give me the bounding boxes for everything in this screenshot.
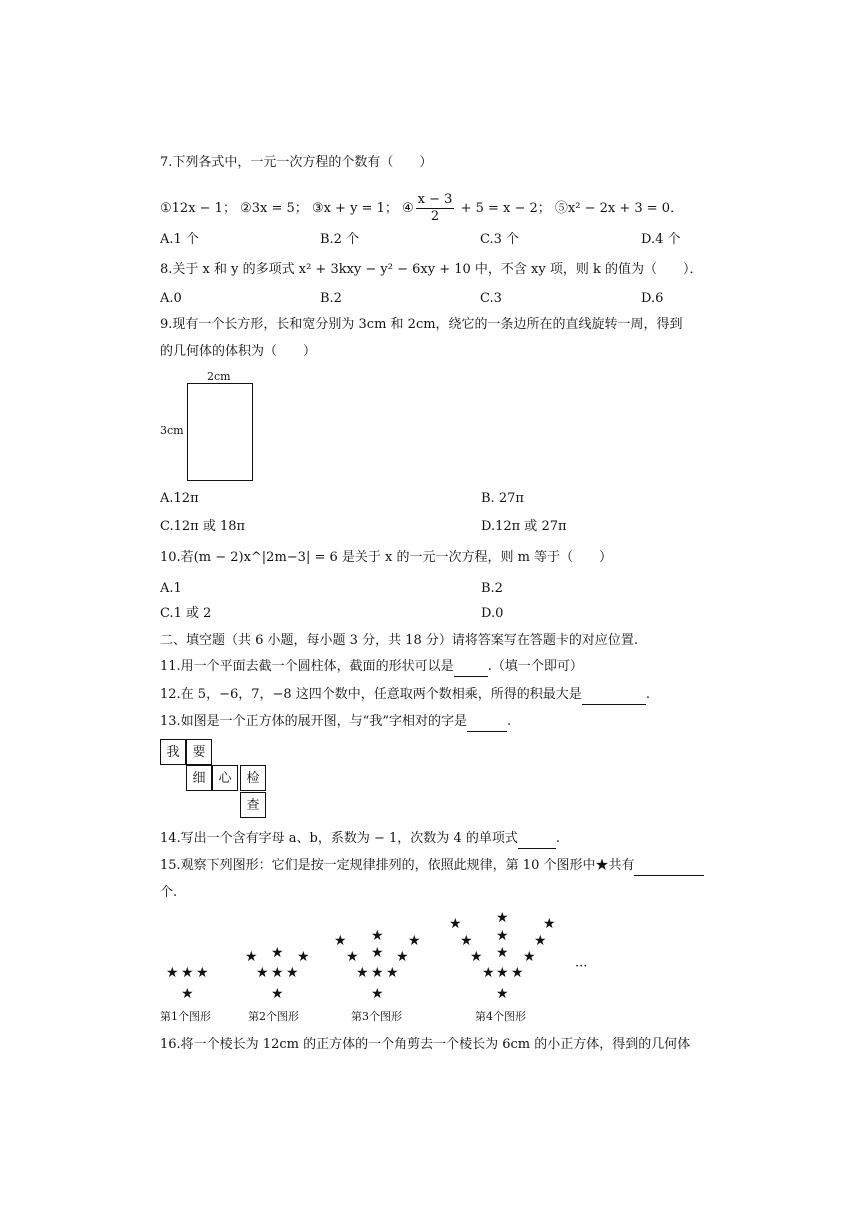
q8-option-a: A.0 — [160, 291, 182, 306]
q7-eq4-denominator: 2 — [430, 209, 440, 224]
star-icon: ★ — [256, 965, 269, 981]
star-icon: ★ — [523, 949, 536, 965]
q12-tail: . — [645, 687, 650, 702]
star-icon: ★ — [334, 933, 347, 949]
star-icon: ★ — [460, 933, 473, 949]
q8-option-c: C.3 — [480, 291, 502, 306]
star-icon: ★ — [271, 945, 284, 961]
section-heading: 二、填空题（共 6 小题，每小题 3 分，共 18 分）请将答案写在答题卡的对应位置. — [160, 633, 639, 648]
star-icon: ★ — [408, 933, 421, 949]
star-icon: ★ — [181, 986, 194, 1002]
q8-option-b: B.2 — [320, 291, 342, 306]
star-icon: ★ — [543, 916, 556, 932]
q7-eq1: ①12x − 1； — [160, 201, 236, 216]
star-icon: ★ — [371, 928, 384, 944]
q10-option-c: C.1 或 2 — [160, 606, 212, 621]
q15-line1 — [160, 857, 704, 876]
star-icon: ★ — [286, 965, 299, 981]
q13-stem: 13.如图是一个正方体的展开图，与“我”字相对的字是 — [160, 714, 467, 729]
q14-answer-blank — [518, 830, 556, 849]
q11-tail: .（填一个即可） — [487, 659, 583, 674]
q15-line2: 个. — [160, 885, 178, 900]
q11-line — [160, 658, 583, 677]
q10-option-b: B.2 — [481, 581, 503, 596]
q10-option-d: D.0 — [481, 606, 504, 621]
q7-eq5: ⑤x² − 2x + 3 = 0． — [554, 201, 684, 216]
star-icon: ★ — [371, 965, 384, 981]
q13-line — [160, 713, 511, 732]
q7-option-c: C.3 个 — [480, 232, 520, 247]
q12-answer-blank — [582, 686, 646, 705]
star-icon: ★ — [496, 945, 509, 961]
q11-answer-blank — [454, 658, 488, 677]
star-icon: ★ — [371, 945, 384, 961]
rectangle-figure — [187, 383, 253, 481]
cube-face-wo: 我 — [160, 739, 186, 765]
star-icon: ★ — [371, 986, 384, 1002]
star-icon: ★ — [496, 965, 509, 981]
q7-option-b: B.2 个 — [320, 232, 360, 247]
q13-answer-blank — [467, 713, 507, 732]
star-icon: ★ — [396, 949, 409, 965]
pattern-label-4: 第4个图形 — [475, 1010, 526, 1023]
pattern-label-3: 第3个图形 — [351, 1010, 402, 1023]
q12-stem: 12.在 5，−6，7，−8 这四个数中，任意取两个数相乘，所得的积最大是 — [160, 687, 582, 702]
q9-line2: 的几何体的体积为（ ） — [160, 344, 317, 359]
q7-eq4-fraction — [416, 192, 455, 225]
q9-option-d: D.12π 或 27π — [481, 519, 567, 534]
q9-width-label: 2cm — [207, 370, 231, 383]
star-icon: ★ — [386, 965, 399, 981]
q11-stem: 11.用一个平面去截一个圆柱体，截面的形状可以是 — [160, 659, 454, 674]
q14-tail: . — [555, 831, 560, 846]
q14-stem: 14.写出一个含有字母 a、b，系数为 − 1，次数为 4 的单项式 — [160, 831, 518, 846]
q13-tail: . — [506, 714, 512, 729]
q9-option-a: A.12π — [160, 491, 199, 506]
q7-stem: 7.下列各式中，一元一次方程的个数有（ ） — [160, 155, 433, 170]
star-icon: ★ — [271, 986, 284, 1002]
q9-option-b: B. 27π — [481, 491, 524, 506]
star-icon: ★ — [496, 928, 509, 944]
cube-face-cha: 查 — [240, 792, 266, 818]
star-icon: ★ — [245, 949, 258, 965]
q7-option-a: A.1 个 — [160, 232, 199, 247]
star-icon: ★ — [511, 965, 524, 981]
q7-eq4-suffix: + 5 = x − 2； — [460, 201, 551, 216]
pattern-label-2: 第2个图形 — [248, 1010, 299, 1023]
star-icon: ★ — [271, 965, 284, 981]
q7-eq3: ③x + y = 1； — [311, 201, 398, 216]
star-icon: ★ — [166, 965, 179, 981]
star-icon: ★ — [449, 916, 462, 932]
q15-answer-blank — [634, 857, 704, 876]
star-icon: ★ — [346, 949, 359, 965]
q15-stem: 15.观察下列图形：它们是按一定规律排列的，依照此规律，第 10 个图形中★共有 — [160, 858, 635, 873]
q12-line — [160, 686, 650, 705]
star-icon: ★ — [534, 933, 547, 949]
q7-equations — [160, 192, 683, 225]
q9-height-label: 3cm — [160, 424, 184, 437]
q9-option-c: C.12π 或 18π — [160, 519, 246, 534]
q16-line1: 16.将一个棱长为 12cm 的正方体的一个角剪去一个棱长为 6cm 的小正方体，得到的几何体 — [160, 1037, 691, 1052]
q7-eq4-prefix: ④ — [402, 201, 414, 216]
q14-line — [160, 830, 560, 849]
q10-option-a: A.1 — [160, 581, 182, 596]
star-icon: ★ — [181, 965, 194, 981]
star-icon: ★ — [496, 910, 509, 926]
star-icon: ★ — [356, 965, 369, 981]
q7-eq4-numerator: x − 3 — [417, 192, 453, 207]
star-icon: ★ — [297, 949, 310, 965]
star-icon: ★ — [496, 986, 509, 1002]
q9-line1: 9.现有一个长方形，长和宽分别为 3cm 和 2cm，绕它的一条边所在的直线旋转一周，得到 — [160, 317, 683, 332]
q7-option-d: D.4 个 — [641, 232, 681, 247]
cube-face-xin: 心 — [212, 765, 238, 791]
star-icon: ★ — [482, 965, 495, 981]
q8-option-d: D.6 — [641, 291, 664, 306]
cube-face-jian: 检 — [240, 765, 266, 791]
q10-stem: 10.若(m − 2)x^|2m−3| = 6 是关于 x 的一元一次方程，则 m 等于（ ） — [160, 550, 613, 565]
pattern-ellipsis: ··· — [575, 959, 588, 974]
cube-face-xi: 细 — [186, 765, 212, 791]
star-icon: ★ — [470, 949, 483, 965]
q8-stem: 8.关于 x 和 y 的多项式 x² + 3kxy − y² − 6xy + 10 中，不含 xy 项，则 k 的值为（ ）． — [160, 262, 703, 277]
q7-eq2: ②3x = 5； — [240, 201, 308, 216]
cube-face-yao: 要 — [186, 739, 212, 765]
star-icon: ★ — [196, 965, 209, 981]
pattern-label-1: 第1个图形 — [160, 1010, 211, 1023]
